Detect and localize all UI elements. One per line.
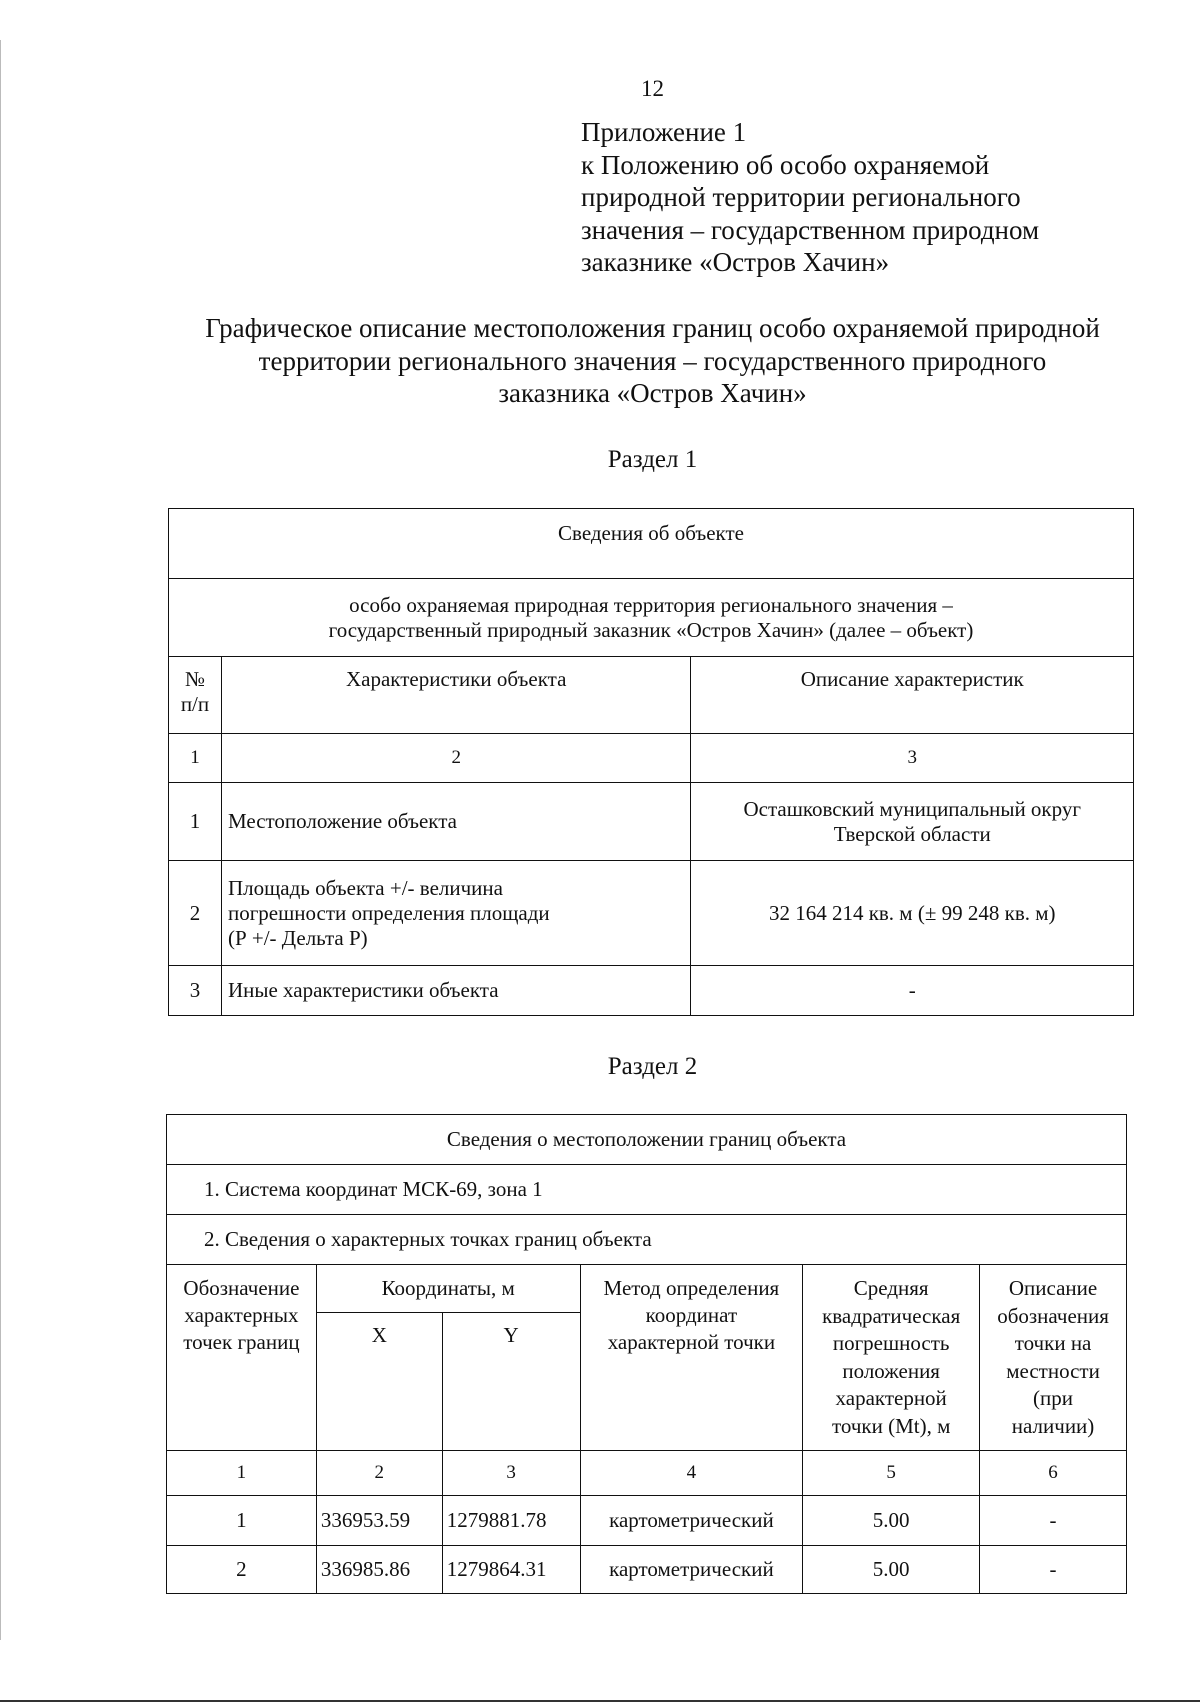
column-number: 6 (980, 1451, 1127, 1496)
point-description: - (980, 1496, 1127, 1546)
object-line: государственный природный заказник «Остров Хачин» (далее – объект) (328, 617, 974, 642)
column-number: 5 (803, 1451, 980, 1496)
title-line: территории регионального значения – государственного природного (258, 345, 1047, 376)
column-number: 1 (169, 734, 222, 783)
coordinate-system: 1. Система координат МСК-69, зона 1 (167, 1165, 1127, 1215)
header-line: характерных (184, 1303, 299, 1327)
column-number: 3 (691, 734, 1134, 783)
point-description: - (980, 1546, 1127, 1594)
column-number: 1 (167, 1451, 317, 1496)
title-line: заказника «Остров Хачин» (498, 378, 807, 408)
header-point-description (980, 1265, 1127, 1451)
column-number: 4 (580, 1451, 803, 1496)
header-num-line: № (184, 667, 205, 691)
header-line: Средняя (853, 1276, 929, 1300)
characteristic-value: - (691, 966, 1134, 1016)
appendix-line: заказнике «Остров Хачин» (581, 247, 890, 277)
appendix-line: Приложение 1 (581, 117, 747, 147)
header-line: местности (1006, 1358, 1100, 1383)
header-line: Метод определения (603, 1276, 780, 1300)
name-line: Площадь объекта +/- величина (227, 875, 503, 900)
header-line: координат (645, 1303, 738, 1327)
object-info-title: Сведения об объекте (169, 509, 1134, 579)
column-number: 3 (442, 1451, 580, 1496)
section1-heading: Раздел 1 (607, 446, 698, 473)
coord-y: 1279864.31 (442, 1546, 580, 1594)
document-title (140, 312, 1165, 410)
header-line: (при (1033, 1386, 1074, 1410)
header-line: погрешность (832, 1331, 950, 1355)
header-line: характерной точки (607, 1330, 776, 1354)
header-description: Описание характеристик (691, 657, 1134, 734)
boundary-points-table (166, 1114, 1127, 1594)
points-heading: 2. Сведения о характерных точках границ объекта (167, 1215, 1127, 1265)
object-line: особо охраняемая природная территория регионального значения – (349, 592, 953, 617)
header-x: X (316, 1313, 442, 1451)
header-coordinates: Координаты, м (316, 1265, 580, 1313)
row-number: 2 (169, 861, 222, 966)
name-line: погрешности определения площади (227, 900, 550, 925)
column-number: 2 (316, 1451, 442, 1496)
header-line: точки (Mt), м (831, 1413, 951, 1438)
header-error (803, 1265, 980, 1451)
header-characteristics: Характеристики объекта (221, 657, 691, 734)
point-designation: 2 (167, 1546, 317, 1594)
value-line: Осташковский муниципальный округ (743, 796, 1081, 821)
appendix-line: природной территории регионального (581, 182, 1021, 212)
header-line: Обозначение (183, 1276, 300, 1300)
object-info-table (168, 508, 1134, 1016)
method: картометрический (580, 1546, 803, 1594)
header-line: Описание (1008, 1276, 1098, 1300)
appendix-line: к Положению об особо охраняемой (581, 149, 990, 180)
header-line: точек границ (183, 1330, 300, 1354)
characteristic-value: 32 164 214 кв. м (± 99 248 кв. м) (691, 861, 1134, 966)
characteristic-name: Иные характеристики объекта (221, 966, 691, 1016)
mean-error: 5.00 (803, 1496, 980, 1546)
characteristic-name: Местоположение объекта (221, 783, 691, 861)
characteristic-value (691, 783, 1134, 861)
characteristic-name (221, 861, 691, 966)
coord-x: 336953.59 (316, 1496, 442, 1546)
scan-edge-left (0, 40, 1, 1640)
page-number: 12 (641, 76, 664, 101)
name-line: (Р +/- Дельта Р) (227, 925, 368, 950)
point-designation: 1 (167, 1496, 317, 1546)
header-line: квадратическая (822, 1303, 961, 1328)
header-line: наличии) (1011, 1413, 1095, 1438)
title-line: Графическое описание местоположения границ особо охраняемой природной (205, 313, 1100, 343)
coord-y: 1279881.78 (442, 1496, 580, 1546)
mean-error: 5.00 (803, 1546, 980, 1594)
header-line: точки на (1014, 1331, 1092, 1355)
column-number: 2 (221, 734, 691, 783)
section2-heading: Раздел 2 (607, 1053, 698, 1080)
header-line: положения (842, 1358, 940, 1383)
coord-x: 336985.86 (316, 1546, 442, 1594)
scan-edge-bottom (0, 1700, 1200, 1702)
header-line: характерной (835, 1386, 947, 1410)
header-method (580, 1265, 803, 1451)
object-designation (169, 579, 1134, 657)
header-num (169, 657, 222, 734)
appendix-reference (581, 116, 1039, 279)
method: картометрический (580, 1496, 803, 1546)
header-y: Y (442, 1313, 580, 1451)
value-line: Тверской области (833, 821, 991, 846)
appendix-line: значения – государственном природном (581, 214, 1040, 245)
header-num-line: п/п (180, 692, 210, 716)
row-number: 1 (169, 783, 222, 861)
header-line: обозначения (997, 1303, 1109, 1328)
header-designation (167, 1265, 317, 1451)
boundary-table-title: Сведения о местоположении границ объекта (167, 1115, 1127, 1165)
row-number: 3 (169, 966, 222, 1016)
